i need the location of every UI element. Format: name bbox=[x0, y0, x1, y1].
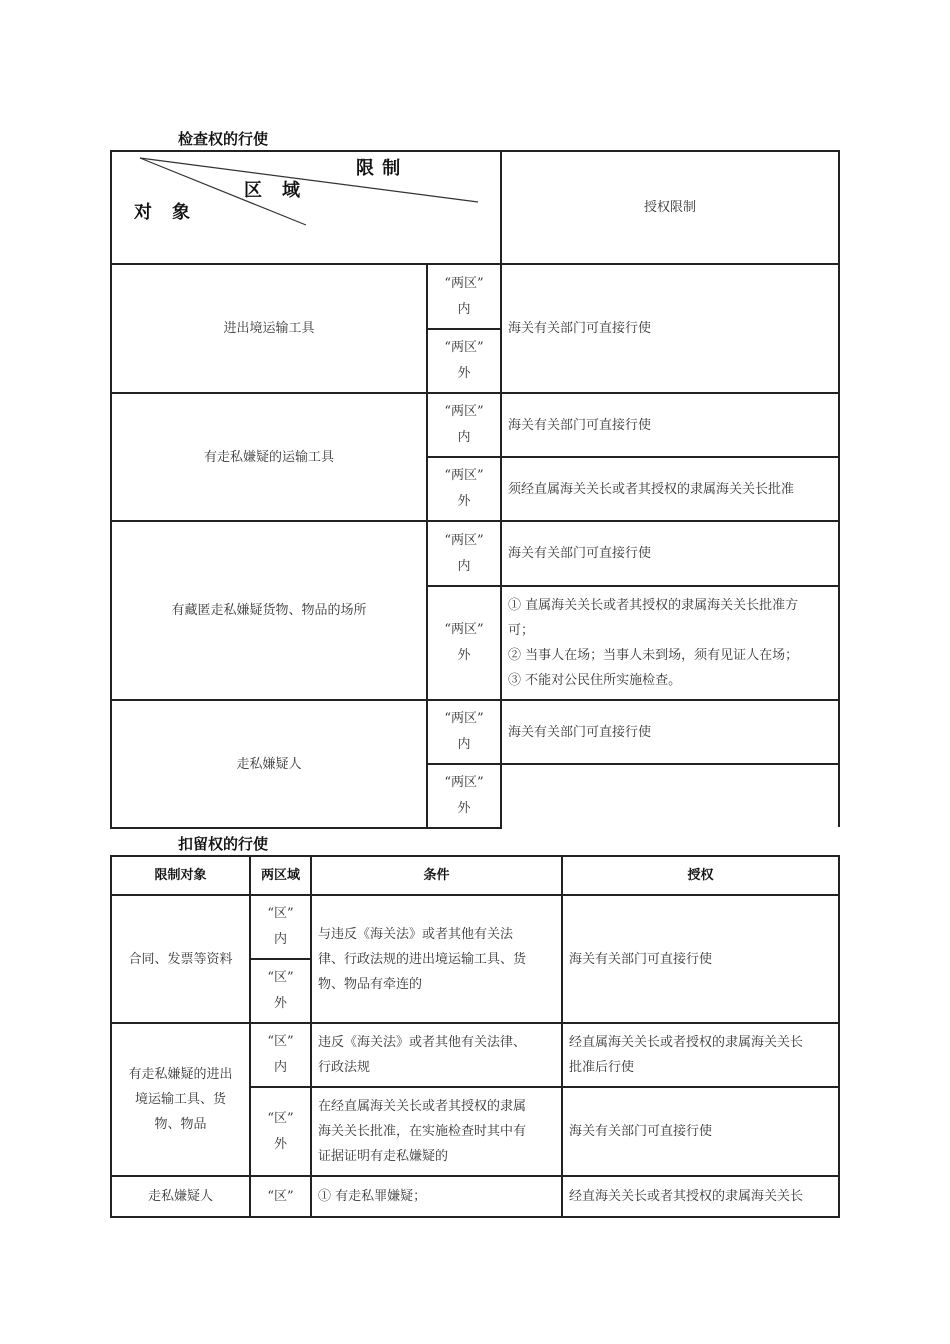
section-title-inspection: 检查权的行使 bbox=[178, 130, 269, 148]
diagonal-header-cell bbox=[110, 150, 502, 265]
object-cell: 走私嫌疑人 bbox=[110, 1175, 251, 1218]
condition-cell: 在经直属海关关长或者其授权的隶属 海关关长批准，在实施检查时其中有 证据证明有走私嫌疑的 bbox=[310, 1086, 563, 1177]
diagonal-label-region: 区 域 bbox=[244, 180, 301, 201]
condition-cell: 与违反《海关法》或者其他有关法 律、行政法规的进出境运输工具、货 物、物品有牵连的 bbox=[310, 894, 563, 1024]
diagonal-label-object: 对 象 bbox=[134, 202, 191, 223]
auth-cell: 海关有关部门可直接行使 bbox=[500, 392, 840, 458]
object-cell: 有藏匿走私嫌疑货物、物品的场所 bbox=[110, 520, 428, 701]
region-cell: “两区” 外 bbox=[426, 763, 502, 829]
auth-cell: 经直海关关长或者其授权的隶属海关关长 bbox=[561, 1175, 840, 1218]
region-cell: “区” 外 bbox=[249, 958, 312, 1024]
region-cell: “两区” 内 bbox=[426, 263, 502, 330]
object-cell: 合同、发票等资料 bbox=[110, 894, 251, 1024]
column-header: 授权 bbox=[561, 855, 840, 896]
region-cell: “区” 内 bbox=[249, 894, 312, 960]
region-cell: “区” 外 bbox=[249, 1086, 312, 1177]
column-header: 两区域 bbox=[249, 855, 312, 896]
auth-cell-empty bbox=[500, 763, 840, 827]
region-cell: “两区” 内 bbox=[426, 699, 502, 765]
object-cell: 有走私嫌疑的运输工具 bbox=[110, 392, 428, 522]
object-cell: 进出境运输工具 bbox=[110, 263, 428, 394]
region-cell: “两区” 外 bbox=[426, 456, 502, 522]
region-cell: “两区” 外 bbox=[426, 585, 502, 701]
region-cell: “两区” 内 bbox=[426, 392, 502, 458]
section-title-detention: 扣留权的行使 bbox=[178, 835, 269, 853]
object-cell: 有走私嫌疑的进出 境运输工具、货 物、物品 bbox=[110, 1022, 251, 1177]
auth-cell: 海关有关部门可直接行使 bbox=[561, 1086, 840, 1177]
auth-header-cell: 授权限制 bbox=[500, 150, 840, 265]
region-cell: “两区” 外 bbox=[426, 328, 502, 394]
column-header: 条件 bbox=[310, 855, 563, 896]
condition-cell: 违反《海关法》或者其他有关法律、 行政法规 bbox=[310, 1022, 563, 1088]
object-cell: 走私嫌疑人 bbox=[110, 699, 428, 829]
auth-cell: 须经直属海关关长或者其授权的隶属海关关长批准 bbox=[500, 456, 840, 522]
auth-cell: 海关有关部门可直接行使 bbox=[500, 520, 840, 587]
condition-cell: ① 有走私罪嫌疑； bbox=[310, 1175, 563, 1218]
auth-cell: 海关有关部门可直接行使 bbox=[561, 894, 840, 1024]
column-header: 限制对象 bbox=[110, 855, 251, 896]
diagonal-label-limit: 限 制 bbox=[356, 158, 402, 179]
auth-cell: 海关有关部门可直接行使 bbox=[500, 699, 840, 765]
region-cell: “区” bbox=[249, 1175, 312, 1218]
region-cell: “两区” 内 bbox=[426, 520, 502, 587]
auth-cell-multiline: ① 直属海关关长或者其授权的隶属海关关长批准方 可； ② 当事人在场；当事人未到场，须有见证人在场； ③ 不能对公民住所实施检查。 bbox=[500, 585, 840, 701]
region-cell: “区” 内 bbox=[249, 1022, 312, 1088]
auth-cell: 海关有关部门可直接行使 bbox=[500, 263, 840, 394]
auth-cell: 经直属海关关长或者授权的隶属海关关长 批准后行使 bbox=[561, 1022, 840, 1088]
